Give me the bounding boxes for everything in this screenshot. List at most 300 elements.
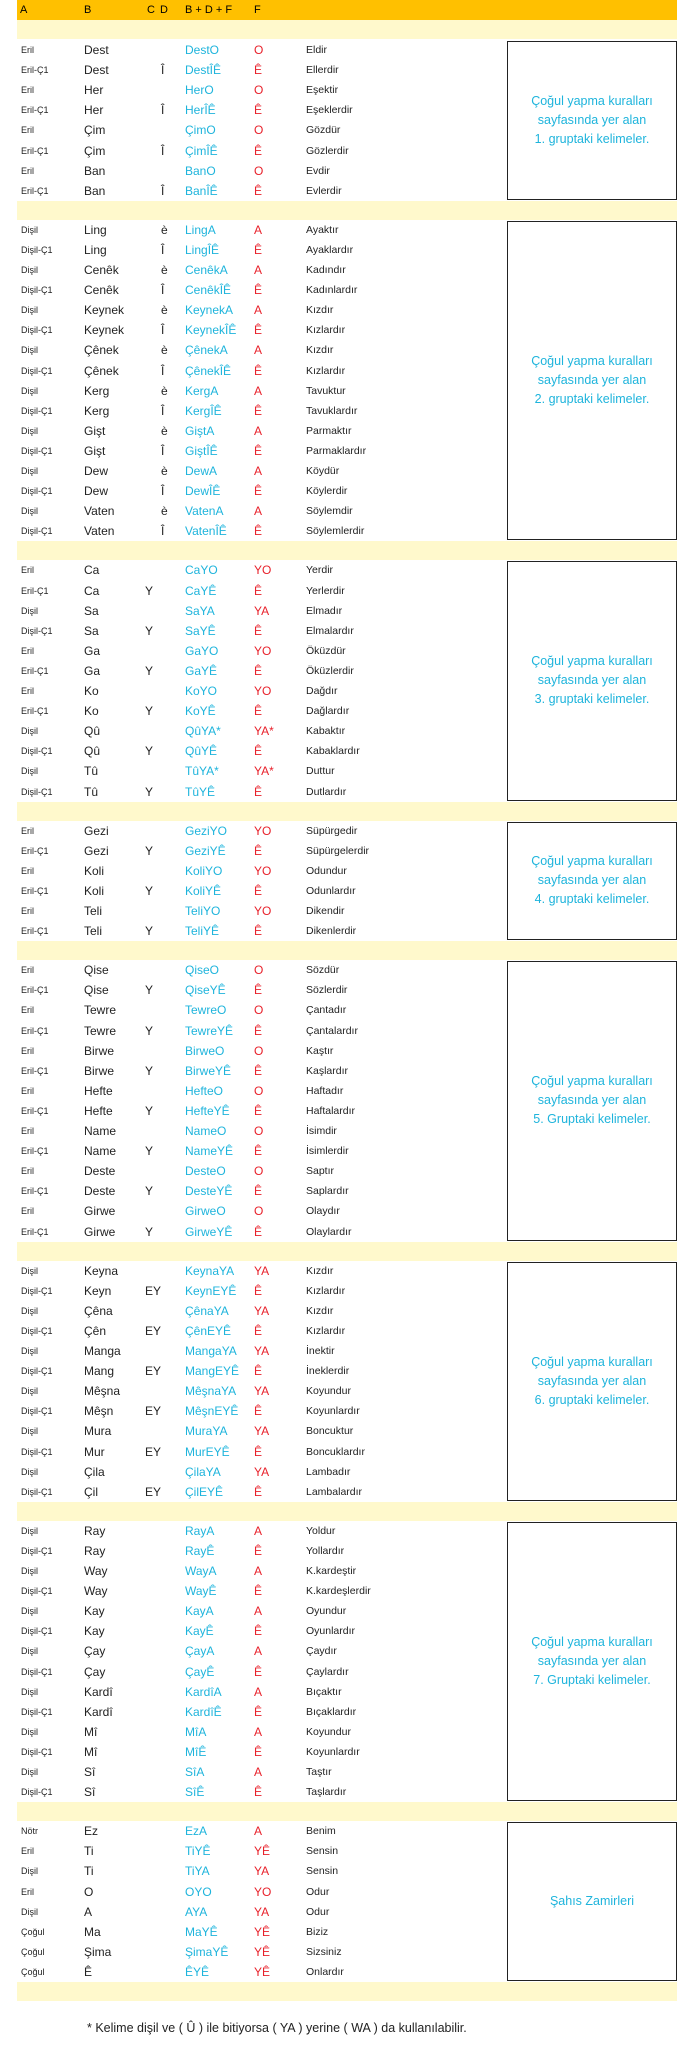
suffix-c-cell: Y xyxy=(145,1063,154,1078)
gender-cell: Dişil xyxy=(21,345,38,356)
meaning-cell: Yoldur xyxy=(306,1524,336,1537)
ending-cell: Ê xyxy=(254,1584,263,1599)
combined-cell: VatenÎÊ xyxy=(185,524,227,539)
ending-cell: A xyxy=(254,504,263,519)
suffix-c-cell: Y xyxy=(145,1144,154,1159)
group-note-box xyxy=(507,1822,677,1981)
header-col-c: C xyxy=(147,4,155,16)
combined-cell: KoliYÊ xyxy=(185,883,222,898)
ending-cell: Ê xyxy=(254,1704,263,1719)
ending-cell: A xyxy=(254,423,263,438)
meaning-cell: Parmaklardır xyxy=(306,444,367,457)
meaning-cell: Olaydır xyxy=(306,1205,340,1218)
ending-cell: A xyxy=(254,303,263,318)
combined-cell: GeziYO xyxy=(185,823,228,838)
meaning-cell: Süpürgelerdir xyxy=(306,844,370,857)
gender-cell: Eril-Ç1 xyxy=(21,845,49,856)
meaning-cell: Odur xyxy=(306,1905,330,1918)
root-cell: Çay xyxy=(84,1644,106,1659)
combined-cell: TeliYÊ xyxy=(185,924,220,939)
combined-cell: MîA xyxy=(185,1724,207,1739)
gender-cell: Eril xyxy=(21,865,34,876)
separator-band xyxy=(17,20,677,39)
ending-cell: A xyxy=(254,343,263,358)
ending-cell: Ê xyxy=(254,1023,263,1038)
ending-cell: Ê xyxy=(254,583,263,598)
header-col-b: B xyxy=(84,4,92,16)
root-cell: A xyxy=(84,1904,93,1919)
gender-cell: Dişil xyxy=(21,265,38,275)
meaning-cell: Kızlardır xyxy=(306,1284,346,1297)
root-cell: Sî xyxy=(84,1785,96,1800)
meaning-cell: Öküzdür xyxy=(306,644,346,657)
ending-cell: Ê xyxy=(254,744,263,759)
meaning-cell: Sözdür xyxy=(306,964,340,977)
meaning-cell: K.kardeşlerdir xyxy=(306,1585,371,1598)
combined-cell: SîA xyxy=(185,1765,205,1779)
suffix-c-cell: Y xyxy=(145,1103,154,1118)
meaning-cell: Süpürgedir xyxy=(306,824,358,837)
root-cell: Qû xyxy=(84,744,101,759)
ending-cell: Ê xyxy=(254,484,263,499)
combined-cell: DewÎÊ xyxy=(185,484,221,499)
root-cell: Tû xyxy=(84,764,99,779)
meaning-cell: Bıçaktır xyxy=(306,1685,342,1698)
gender-cell: Dişil-Ç1 xyxy=(21,1626,53,1637)
combined-cell: GirweO xyxy=(185,1204,226,1219)
combined-cell: KoYÊ xyxy=(185,704,216,719)
combined-cell: KardîA xyxy=(185,1684,222,1699)
meaning-cell: Çaydır xyxy=(306,1645,337,1658)
ending-cell: A xyxy=(254,263,263,277)
gender-cell: Dişil-Ç1 xyxy=(21,1746,53,1757)
root-cell: Kerg xyxy=(84,403,110,418)
ending-cell: YO xyxy=(254,823,272,838)
ending-cell: Ê xyxy=(254,143,263,158)
root-cell: Her xyxy=(84,83,104,98)
meaning-cell: Onlardır xyxy=(306,1965,344,1978)
combined-cell: WayA xyxy=(185,1564,217,1578)
meaning-cell: Olaylardır xyxy=(306,1225,352,1238)
combined-cell: KoYO xyxy=(185,684,218,698)
suffix-d-cell: Î xyxy=(161,143,165,158)
meaning-cell: Kızdır xyxy=(306,304,334,317)
meaning-cell: Kabaklardır xyxy=(306,745,360,758)
combined-cell: QûYA* xyxy=(185,724,221,739)
root-cell: Sî xyxy=(84,1765,96,1779)
gender-cell: Eril-Ç1 xyxy=(21,665,49,676)
group-note-text: Çoğul yapma kuralları sayfasında yer alan 4. gruptaki kelimeler. xyxy=(531,854,653,907)
combined-cell: MangEYÊ xyxy=(185,1364,240,1379)
suffix-d-cell: Î xyxy=(161,183,165,198)
combined-cell: HerO xyxy=(185,83,214,98)
meaning-cell: Odunlardır xyxy=(306,884,356,897)
root-cell: Koli xyxy=(84,863,105,878)
combined-cell: ÇênekA xyxy=(185,343,228,358)
meaning-cell: Odur xyxy=(306,1885,330,1898)
suffix-d-cell: è xyxy=(161,263,168,277)
suffix-c-cell: Y xyxy=(145,1224,154,1239)
meaning-cell: Sensin xyxy=(306,1865,339,1878)
meaning-cell: Ayaktır xyxy=(306,223,339,236)
ending-cell: A xyxy=(254,383,263,398)
combined-cell: SaYÊ xyxy=(185,623,216,638)
ending-cell: Ê xyxy=(254,1744,263,1759)
root-cell: Ko xyxy=(84,704,99,719)
gender-cell: Eril-Ç1 xyxy=(21,1186,49,1197)
combined-cell: MaYÊ xyxy=(185,1924,218,1939)
ending-cell: A xyxy=(254,1564,263,1578)
root-cell: Çila xyxy=(84,1464,105,1479)
root-cell: Gezi xyxy=(84,843,109,858)
ending-cell: A xyxy=(254,1824,263,1839)
meaning-cell: Parmaktır xyxy=(306,424,352,437)
ending-cell: O xyxy=(254,963,264,978)
root-cell: Sa xyxy=(84,603,99,618)
gender-cell: Dişil xyxy=(21,1906,38,1917)
meaning-cell: Duttur xyxy=(306,765,335,778)
ending-cell: YA xyxy=(254,603,270,618)
header-col-bdf: B + D + F xyxy=(185,4,233,16)
ending-cell: YA* xyxy=(254,724,274,739)
combined-cell: ÇimÎÊ xyxy=(185,143,218,158)
meaning-cell: Boncuktur xyxy=(306,1425,354,1438)
root-cell: Hefte xyxy=(84,1083,113,1098)
ending-cell: Ê xyxy=(254,242,263,257)
root-cell: Qise xyxy=(84,983,109,998)
meaning-cell: İsimdir xyxy=(306,1125,337,1137)
suffix-c-cell: Y xyxy=(145,744,154,759)
combined-cell: DesteYÊ xyxy=(185,1184,233,1199)
combined-cell: MuraYA xyxy=(185,1424,228,1439)
combined-cell: QiseYÊ xyxy=(185,983,226,998)
gender-cell: Dişil-Ç1 xyxy=(21,1787,53,1798)
group-note-box xyxy=(507,1522,677,1801)
ending-cell: YO xyxy=(254,563,272,578)
group-note-text: Çoğul yapma kuralları sayfasında yer alan 5. Gruptaki kelimeler. xyxy=(531,1074,653,1127)
suffix-c-cell: Y xyxy=(145,983,154,998)
gender-cell: Eril xyxy=(21,45,34,55)
root-cell: Girwe xyxy=(84,1224,116,1239)
combined-cell: KeynekA xyxy=(185,303,234,318)
combined-cell: RayA xyxy=(185,1523,215,1538)
meaning-cell: Dağlardır xyxy=(306,705,350,718)
ending-cell: Ê xyxy=(254,704,263,719)
root-cell: Ga xyxy=(84,643,101,658)
root-cell: Ez xyxy=(84,1824,99,1839)
ending-cell: Ê xyxy=(254,1364,263,1379)
root-cell: Birwe xyxy=(84,1043,115,1058)
root-cell: Deste xyxy=(84,1164,116,1179)
gender-cell: Nötr xyxy=(21,1826,39,1837)
root-cell: Name xyxy=(84,1144,117,1159)
group-note-text: Çoğul yapma kuralları sayfasında yer alan 6. gruptaki kelimeler. xyxy=(531,1354,653,1407)
gender-cell: Dişil-Ç1 xyxy=(21,1366,53,1377)
combined-cell: SîÊ xyxy=(185,1785,205,1800)
ending-cell: YO xyxy=(254,643,272,658)
suffix-c-cell: EY xyxy=(145,1283,162,1298)
meaning-cell: Koyundur xyxy=(306,1725,351,1738)
combined-cell: QûYÊ xyxy=(185,744,218,759)
meaning-cell: Benim xyxy=(306,1825,336,1838)
gender-cell: Dişil-Ç1 xyxy=(21,365,53,376)
meaning-cell: Lambadır xyxy=(306,1465,351,1478)
gender-cell: Dişil-Ç1 xyxy=(21,786,53,797)
gender-cell: Dişil xyxy=(21,766,38,777)
group-note-text: Şahıs Zamirleri xyxy=(549,1894,635,1909)
root-cell: Mang xyxy=(84,1364,115,1379)
root-cell: Mura xyxy=(84,1424,112,1439)
gender-cell: Eril xyxy=(21,1886,34,1897)
ending-cell: YÊ xyxy=(254,1944,271,1959)
gender-cell: Eril-Ç1 xyxy=(21,1105,49,1116)
gender-cell: Eril-Ç1 xyxy=(21,105,49,116)
combined-cell: BanO xyxy=(185,163,216,178)
combined-cell: CenêkÎÊ xyxy=(185,283,232,298)
suffix-c-cell: EY xyxy=(145,1404,162,1419)
suffix-d-cell: Î xyxy=(161,103,165,118)
meaning-cell: Dağdır xyxy=(306,685,338,697)
combined-cell: ÇilEYÊ xyxy=(185,1484,224,1499)
root-cell: Gişt xyxy=(84,423,106,438)
meaning-cell: Lambalardır xyxy=(306,1485,363,1498)
combined-cell: SaYA xyxy=(185,603,215,618)
gender-cell: Dişil-Ç1 xyxy=(21,1446,53,1457)
suffix-c-cell: EY xyxy=(145,1323,162,1338)
combined-cell: ÇilaYA xyxy=(185,1464,221,1479)
combined-cell: ÇênEYÊ xyxy=(185,1323,232,1338)
root-cell: Tewre xyxy=(84,1023,117,1038)
ending-cell: YA xyxy=(254,1263,270,1278)
root-cell: Kay xyxy=(84,1624,105,1639)
combined-cell: WayÊ xyxy=(185,1584,217,1599)
gender-cell: Çoğul xyxy=(21,1946,45,1957)
gender-cell: Dişil xyxy=(21,1866,38,1877)
ending-cell: Ê xyxy=(254,843,263,858)
ending-cell: Ê xyxy=(254,1543,263,1558)
ending-cell: YA xyxy=(254,1904,270,1919)
root-cell: Gişt xyxy=(84,443,106,458)
suffix-d-cell: Î xyxy=(161,524,165,539)
gender-cell: Eril-Ç1 xyxy=(21,706,49,717)
gender-cell: Dişil xyxy=(21,605,38,616)
ending-cell: A xyxy=(254,1644,263,1659)
meaning-cell: Oyundur xyxy=(306,1605,347,1618)
meaning-cell: Çaylardır xyxy=(306,1665,349,1678)
root-cell: Ma xyxy=(84,1924,101,1939)
group-note-text: Çoğul yapma kuralları sayfasında yer alan 1. gruptaki kelimeler. xyxy=(531,93,653,146)
meaning-cell: Yollardır xyxy=(306,1544,345,1557)
group-note-text: Çoğul yapma kuralları sayfasında yer alan 2. gruptaki kelimeler. xyxy=(531,354,653,407)
suffix-d-cell: è xyxy=(161,423,168,438)
ending-cell: Ê xyxy=(254,883,263,898)
root-cell: Keynek xyxy=(84,303,125,318)
group-note-box xyxy=(507,41,677,200)
meaning-cell: Eşektir xyxy=(306,84,339,97)
gender-cell: Eril-Ç1 xyxy=(21,65,49,76)
combined-cell: TewreO xyxy=(185,1003,227,1018)
suffix-c-cell: Y xyxy=(145,663,154,678)
root-cell: Çim xyxy=(84,143,106,158)
meaning-cell: Biziz xyxy=(306,1925,329,1938)
ending-cell: Ê xyxy=(254,1404,263,1419)
ending-cell: YO xyxy=(254,1884,272,1899)
suffix-c-cell: Y xyxy=(145,704,154,719)
gender-cell: Eril-Ç1 xyxy=(21,926,49,937)
combined-cell: TûYA* xyxy=(185,764,219,779)
group-note-box xyxy=(507,221,677,541)
suffix-d-cell: Î xyxy=(161,443,165,458)
root-cell: Qise xyxy=(84,963,109,978)
combined-cell: ÇayÊ xyxy=(185,1664,215,1679)
gender-cell: Dişil-Ç1 xyxy=(21,486,53,497)
meaning-cell: Dikendir xyxy=(306,905,345,917)
meaning-cell: Ellerdir xyxy=(306,64,339,77)
ending-cell: Ê xyxy=(254,524,263,539)
combined-cell: ÇayA xyxy=(185,1644,215,1659)
gender-cell: Eril xyxy=(21,85,34,96)
gender-cell: Dişil-Ç1 xyxy=(21,526,53,537)
separator-band xyxy=(17,1242,677,1261)
ending-cell: O xyxy=(254,1124,264,1138)
ending-cell: O xyxy=(254,1003,264,1018)
root-cell: Ca xyxy=(84,583,100,598)
ending-cell: YO xyxy=(254,904,272,918)
root-cell: Ti xyxy=(84,1864,94,1879)
meaning-cell: Ayaklardır xyxy=(306,243,354,256)
gender-cell: Eril xyxy=(21,125,34,136)
gender-cell: Dişil xyxy=(21,466,38,476)
ending-cell: A xyxy=(254,1684,263,1699)
root-cell: Qû xyxy=(84,724,101,739)
ending-cell: Ê xyxy=(254,63,263,78)
ending-cell: Ê xyxy=(254,443,263,458)
root-cell: Kardî xyxy=(84,1684,113,1699)
root-cell: Keynek xyxy=(84,323,125,338)
combined-cell: KayÊ xyxy=(185,1624,214,1639)
suffix-d-cell: è xyxy=(161,222,168,237)
root-cell: Çên xyxy=(84,1323,107,1338)
gender-cell: Dişil-Ç1 xyxy=(21,325,53,336)
combined-cell: TeliYO xyxy=(185,904,221,918)
combined-cell: TewreYÊ xyxy=(185,1023,234,1038)
root-cell: Çil xyxy=(84,1484,98,1499)
gender-cell: Dişil-Ç1 xyxy=(21,1486,53,1497)
root-cell: Birwe xyxy=(84,1063,115,1078)
root-cell: Mêşn xyxy=(84,1404,114,1419)
gender-cell: Dişil-Ç1 xyxy=(21,1706,53,1717)
root-cell: Ray xyxy=(84,1543,106,1558)
gender-cell: Çoğul xyxy=(21,1926,45,1937)
suffix-c-cell: EY xyxy=(145,1364,162,1379)
gender-cell: Dişil xyxy=(21,1466,38,1477)
header-col-f: F xyxy=(254,4,261,16)
gender-cell: Dişil xyxy=(21,1686,38,1697)
spreadsheet xyxy=(17,0,687,2058)
combined-cell: BanÎÊ xyxy=(185,183,218,198)
ending-cell: O xyxy=(254,1164,264,1179)
root-cell: Ban xyxy=(84,183,106,198)
ending-cell: Ê xyxy=(254,1144,263,1159)
meaning-cell: Taştır xyxy=(306,1766,332,1778)
gender-cell: Dişil-Ç1 xyxy=(21,285,53,296)
ending-cell: Ê xyxy=(254,1444,263,1459)
suffix-d-cell: è xyxy=(161,464,168,478)
meaning-cell: Taşlardır xyxy=(306,1786,347,1799)
separator-band xyxy=(17,941,677,960)
combined-cell: HefteO xyxy=(185,1083,224,1098)
ending-cell: Ê xyxy=(254,1103,263,1118)
ending-cell: Ê xyxy=(254,1063,263,1078)
meaning-cell: Kaşlardır xyxy=(306,1064,349,1077)
root-cell: Ling xyxy=(84,222,107,237)
ending-cell: Ê xyxy=(254,1785,263,1800)
gender-cell: Eril xyxy=(21,1045,34,1056)
meaning-cell: İneklerdir xyxy=(306,1365,350,1378)
group-note-box xyxy=(507,1262,677,1501)
gender-cell: Eril xyxy=(21,1206,34,1217)
ending-cell: A xyxy=(254,1765,263,1779)
meaning-cell: Tavuktur xyxy=(306,384,346,397)
root-cell: Way xyxy=(84,1584,108,1599)
root-cell: Ti xyxy=(84,1844,94,1859)
gender-cell: Eril xyxy=(21,1846,34,1857)
footnote: * Kelime dişil ve ( Û ) ile bitiyorsa ( YA ) yerine ( WA ) da kullanılabilir. xyxy=(87,2021,467,2035)
combined-cell: TiYA xyxy=(185,1864,210,1879)
suffix-d-cell: Î xyxy=(161,242,165,257)
group-note-box xyxy=(507,561,677,800)
root-cell: Sa xyxy=(84,623,99,638)
ending-cell: Ê xyxy=(254,1624,263,1639)
combined-cell: HefteYÊ xyxy=(185,1103,230,1118)
combined-cell: OYO xyxy=(185,1884,212,1899)
ending-cell: YA xyxy=(254,1464,270,1479)
ending-cell: Ê xyxy=(254,924,263,939)
gender-cell: Eril-Ç1 xyxy=(21,1146,49,1157)
meaning-cell: Kızdır xyxy=(306,1264,334,1277)
group-note-box xyxy=(507,822,677,941)
root-cell: Cenêk xyxy=(84,283,119,298)
gender-cell: Dişil xyxy=(21,1646,38,1657)
header-row xyxy=(17,0,677,20)
ending-cell: O xyxy=(254,1043,264,1058)
meaning-cell: Kızlardır xyxy=(306,364,346,377)
suffix-c-cell: Y xyxy=(145,583,154,598)
combined-cell: ÇênaYA xyxy=(185,1303,229,1318)
combined-cell: KergÎÊ xyxy=(185,403,222,418)
ending-cell: Ê xyxy=(254,784,263,799)
meaning-cell: Saptır xyxy=(306,1165,335,1178)
ending-cell: Ê xyxy=(254,1323,263,1338)
gender-cell: Dişil xyxy=(21,224,38,235)
combined-cell: KeynEYÊ xyxy=(185,1283,237,1298)
ending-cell: YÊ xyxy=(254,1964,271,1979)
meaning-cell: Koyundur xyxy=(306,1385,351,1398)
gender-cell: Çoğul xyxy=(21,1966,45,1977)
meaning-cell: Tavuklardır xyxy=(306,404,358,417)
ending-cell: YA* xyxy=(254,764,274,779)
meaning-cell: Kaştır xyxy=(306,1044,334,1057)
ending-cell: A xyxy=(254,1604,263,1619)
ending-cell: A xyxy=(254,222,263,237)
combined-cell: KeynaYA xyxy=(185,1263,235,1278)
ending-cell: Ê xyxy=(254,1664,263,1679)
meaning-cell: Evdir xyxy=(306,164,330,177)
ending-cell: Ê xyxy=(254,103,263,118)
combined-cell: NameYÊ xyxy=(185,1144,234,1159)
meaning-cell: İsimlerdir xyxy=(306,1145,349,1158)
combined-cell: MurEYÊ xyxy=(185,1444,230,1459)
